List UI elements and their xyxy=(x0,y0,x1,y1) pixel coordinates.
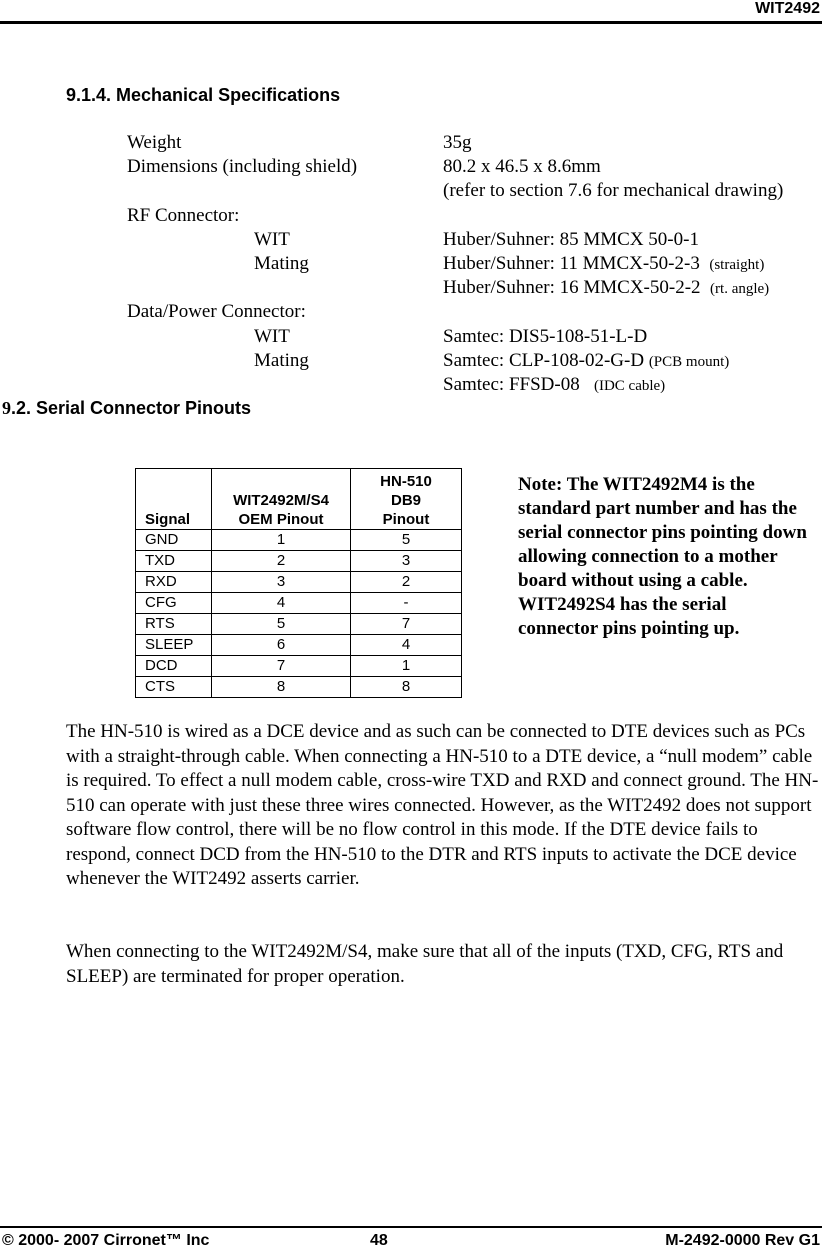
dimensions-label: Dimensions (including shield) xyxy=(127,156,358,177)
cell-signal: CFG xyxy=(136,593,212,614)
rf-mating-note-rt-angle: (rt. angle) xyxy=(710,281,770,297)
dp-mating-value-pcb xyxy=(443,350,729,372)
header-wit-pinout xyxy=(212,469,351,530)
section-heading-mechanical-specifications: 9.1.4. Mechanical Specifications xyxy=(66,85,341,105)
cell-hn-pin: 7 xyxy=(351,614,462,635)
table-row xyxy=(136,656,462,677)
body-paragraph-termination: When connecting to the WIT2492M/S4, make sure that all of the inputs (TXD, CFG, RTS and SLEEP) are terminated for proper operation. xyxy=(66,941,784,987)
cell-signal: DCD xyxy=(136,656,212,677)
cell-hn-pin: - xyxy=(351,593,462,614)
rf-mating-note-straight: (straight) xyxy=(709,257,765,273)
cell-signal: CTS xyxy=(136,677,212,698)
cell-signal: GND xyxy=(136,530,212,551)
cell-wit-pin: 4 xyxy=(212,593,351,614)
data-power-connector-label: Data/Power Connector: xyxy=(127,301,306,322)
dp-mating-note-pcb: (PCB mount) xyxy=(648,354,730,370)
cell-wit-pin: 7 xyxy=(212,656,351,677)
cell-hn-pin: 8 xyxy=(351,677,462,698)
body-paragraph-null-modem: The HN-510 is wired as a DCE device and as such can be connected to DTE devices such as PCs with a straight-through cable. When connecting a HN-510 to a DTE device, a “null modem” cable is required. To effect a null modem cable, cross-wire TXD and RXD and connect ground. The HN-510 can operate with just these three wires connected. However, as the WIT2492 does not support software flow control, there will be no flow control in this mode. If the DTE device fails to respond, connect DCD from the HN-510 to the DTR and RTS inputs to activate the DCE device whenever the WIT2492 asserts carrier. xyxy=(66,721,819,889)
dimensions-value: 80.2 x 46.5 x 8.6mm xyxy=(443,156,601,177)
dp-mating-part-idc: Samtec: FFSD-08 xyxy=(443,374,580,395)
rf-mating-label: Mating xyxy=(254,253,309,274)
rf-mating-part-straight: Huber/Suhner: 11 MMCX-50-2-3 xyxy=(443,253,700,274)
section-heading-serial-connector-pinouts xyxy=(2,398,251,419)
header-signal: Signal xyxy=(136,469,212,530)
cell-signal: RTS xyxy=(136,614,212,635)
dp-mating-note-idc: (IDC cable) xyxy=(593,378,666,394)
rf-wit-value: Huber/Suhner: 85 MMCX 50-0-1 xyxy=(443,229,699,250)
footer-page-number: 48 xyxy=(370,1232,388,1249)
header-hn-pinout xyxy=(351,469,462,530)
footer-copyright: © 2000- 2007 Cirronet™ Inc xyxy=(2,1232,210,1249)
cell-signal: SLEEP xyxy=(136,635,212,656)
pinout-table xyxy=(135,468,462,698)
rf-mating-value-rt-angle xyxy=(443,277,769,299)
dp-mating-value-idc xyxy=(443,374,665,396)
cell-hn-pin: 2 xyxy=(351,572,462,593)
cell-hn-pin: 4 xyxy=(351,635,462,656)
part-number-note: Note: The WIT2492M4 is the standard part number and has the serial connector pins pointing down allowing connection to a mother board without using a cable. WIT2492S4 has the serial connector pins pointing up. xyxy=(518,474,807,639)
document-title: WIT2492 xyxy=(755,0,820,17)
cell-wit-pin: 6 xyxy=(212,635,351,656)
cell-signal: RXD xyxy=(136,572,212,593)
cell-wit-pin: 3 xyxy=(212,572,351,593)
section-heading-text: .2. Serial Connector Pinouts xyxy=(11,398,252,418)
cell-wit-pin: 1 xyxy=(212,530,351,551)
rf-wit-label: WIT xyxy=(254,229,290,250)
table-row xyxy=(136,530,462,551)
dimensions-note: (refer to section 7.6 for mechanical drawing) xyxy=(443,180,784,201)
dp-mating-label: Mating xyxy=(254,350,309,371)
pinout-table-header xyxy=(136,469,462,530)
header-wit-line1: WIT2492M/S4 xyxy=(233,492,329,509)
cell-hn-pin: 5 xyxy=(351,530,462,551)
header-hn-line1: HN-510 xyxy=(380,473,432,490)
rf-mating-part-rt-angle: Huber/Suhner: 16 MMCX-50-2-2 xyxy=(443,277,701,298)
header-rule xyxy=(0,21,822,24)
header-wit-line2: OEM Pinout xyxy=(238,511,324,528)
cell-hn-pin: 3 xyxy=(351,551,462,572)
dp-wit-label: WIT xyxy=(254,326,290,347)
table-row xyxy=(136,614,462,635)
rf-mating-value-straight xyxy=(443,253,764,275)
cell-signal: TXD xyxy=(136,551,212,572)
section-number: 9 xyxy=(2,398,11,418)
cell-hn-pin: 1 xyxy=(351,656,462,677)
table-row xyxy=(136,551,462,572)
table-row xyxy=(136,593,462,614)
header-hn-line3: Pinout xyxy=(382,511,430,528)
table-row xyxy=(136,677,462,698)
weight-value: 35g xyxy=(443,132,472,153)
rf-connector-label: RF Connector: xyxy=(127,205,240,226)
dp-mating-part-pcb: Samtec: CLP-108-02-G-D xyxy=(443,350,645,371)
footer-document-revision: M-2492-0000 Rev G1 xyxy=(665,1232,820,1249)
table-row xyxy=(136,572,462,593)
cell-wit-pin: 2 xyxy=(212,551,351,572)
dp-wit-value: Samtec: DIS5-108-51-L-D xyxy=(443,326,648,347)
cell-wit-pin: 8 xyxy=(212,677,351,698)
table-row xyxy=(136,635,462,656)
footer-rule xyxy=(0,1226,822,1228)
header-hn-line2: DB9 xyxy=(390,492,421,509)
weight-label: Weight xyxy=(127,132,182,153)
cell-wit-pin: 5 xyxy=(212,614,351,635)
